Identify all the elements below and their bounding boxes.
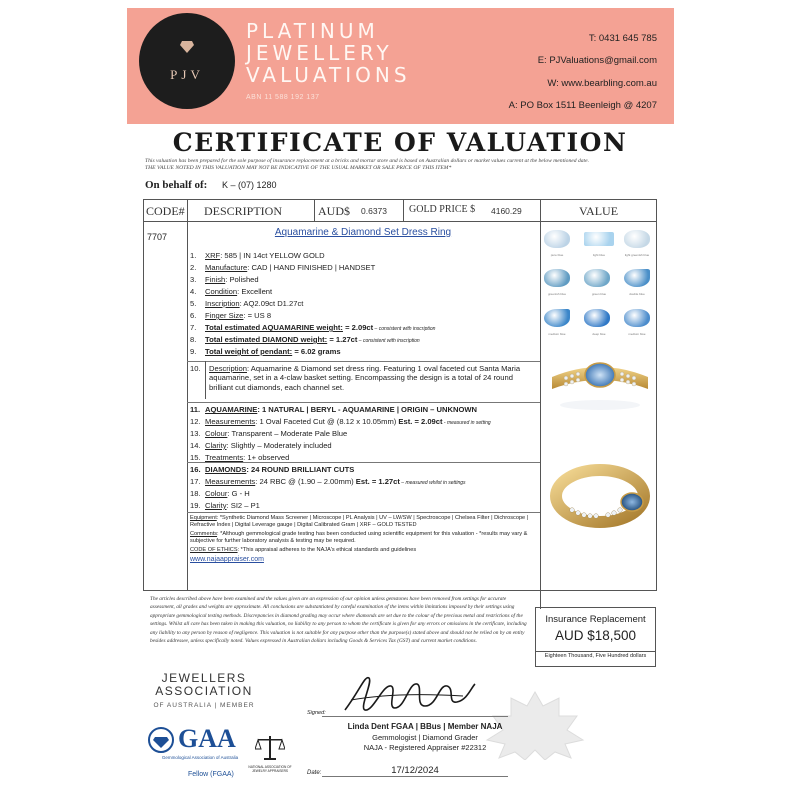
intro-line-2: THE VALUE NOTED IN THIS VALUATION MAY NOT BE INDICATIVE OF THE USUAL MARKET OR SALE PRICE OF THIS ITEM* [145, 165, 452, 171]
comments-note: Comments: *Although gemmological grade testing has been conducted using scientific equipment for this valuation - *results may vary & subjective for further laboratory analysis & testing may be required. [190, 531, 528, 544]
detail-row: 5. Inscription: AQ2.09ct D1.27ct [190, 299, 304, 308]
diamonds-row: 18. Colour: G - H [190, 489, 250, 498]
stone-label: deep blue [592, 332, 606, 336]
header-description: DESCRIPTION [204, 204, 283, 218]
ethics-note: CODE OF ETHICS: *This appraisal adheres to the NAJA's ethical standards and guidelines [190, 547, 417, 553]
stone-label: greenish blue [547, 292, 566, 296]
diamonds-measure: 17. Measurements: 24 RBC @ (1.90 – 2.00mm) Est. = 1.27ct – measured whilst in settings [190, 477, 466, 486]
header-gold-label: GOLD PRICE $ [409, 204, 476, 215]
contact-email: E: PJValuations@gmail.com [537, 55, 657, 66]
insurance-label: Insurance Replacement [545, 614, 646, 625]
date-label: Date: [307, 770, 322, 776]
jewellers-association-sub: OF AUSTRALIA | MEMBER [153, 702, 255, 709]
diamond-icon [180, 41, 194, 53]
stone-label: light blue [592, 253, 605, 257]
stone-label: medium blue [628, 332, 646, 336]
aquamarine-heading: 11. AQUAMARINE: 1 NATURAL | BERYL - AQUAMARINE | ORIGIN – UNKNOWN [190, 405, 477, 414]
signed-label: Signed: [307, 710, 326, 716]
aquamarine-section [187, 402, 540, 403]
brand-name: PLATINUM JEWELLERY VALUATIONS [246, 19, 411, 87]
certificate-date: 17/12/2024 [391, 765, 439, 776]
intro-line-1: This valuation has been prepared for the sole purpose of insurance replacement at a bricks and mortar store and is based on Australian dollars or market values current at the below mentioned date. [145, 158, 589, 164]
detail-row: 4. Condition: Excellent [190, 287, 273, 296]
insurance-divider [535, 651, 656, 652]
insurance-value: AUD $18,500 [554, 628, 637, 643]
stone-swatch [544, 230, 570, 248]
table-header-rule [143, 221, 657, 222]
insurance-value-words: Eighteen Thousand, Five Hundred dollars [544, 653, 647, 659]
stone-swatch [624, 269, 650, 287]
weight-row: 8. Total estimated DIAMOND weight: = 1.27ct – consistent with inscription [190, 335, 420, 344]
stone-swatch [584, 269, 610, 287]
stone-label: pure blue [550, 253, 564, 257]
description-number: 10. [190, 364, 201, 373]
ring-front-image [548, 347, 652, 417]
diamonds-row: 19. Clarity: SI2 – P1 [190, 501, 260, 510]
weight-row: 7. Total estimated AQUAMARINE weight: = 2.09ct – consistent with inscription [190, 323, 436, 332]
signature-line [322, 716, 508, 717]
stone-swatch [544, 269, 570, 287]
weight-row: 9. Total weight of pendant: = 6.02 grams [190, 347, 341, 356]
signature [335, 670, 485, 718]
grader-name: Linda Dent FGAA | BBus | Member NAJA [347, 722, 503, 731]
pjv-logo [139, 13, 235, 109]
naja-name: NATIONAL ASSOCIATION OF JEWELRY APPRAISERS [248, 765, 292, 773]
detail-row: 1. XRF: 585 | IN 14ct YELLOW GOLD [190, 251, 325, 260]
stone-label: medium blue [548, 332, 566, 336]
item-code: 7707 [147, 232, 168, 242]
certificate-title: CERTIFICATE OF VALUATION [172, 128, 628, 157]
gaa-logo: GAA [178, 724, 236, 753]
table-column-rule [403, 199, 404, 221]
contact-address: A: PO Box 1511 Beenleigh @ 4207 [508, 100, 657, 111]
diamonds-heading: 16. DIAMONDS: 24 ROUND BRILLIANT CUTS [190, 465, 355, 474]
header-aud-value: 0.6373 [361, 206, 387, 216]
item-title: Aquamarine & Diamond Set Dress Ring [274, 227, 452, 238]
aquamarine-row: 14. Clarity: Slightly – Moderately included [190, 441, 332, 450]
stone-label: green blue [591, 292, 607, 296]
description-text: Description: Aquamarine & Diamond set dress ring. Featuring 1 oval faceted cut Santa Maria aquamarine, set in a 4-claw basket setting. Encompassing the design is a total of 24 round brilliant cut diamonds, each channel set. [209, 364, 521, 392]
stone-label: light greenish blue [624, 253, 650, 257]
table-column-rule [314, 199, 315, 221]
contact-website: W: www.bearbling.com.au [547, 78, 657, 89]
header-code: CODE# [146, 204, 185, 218]
notes-section [187, 512, 540, 513]
gaa-gem-icon [148, 727, 174, 753]
aquamarine-row: 15. Treatments: 1+ observed [190, 453, 290, 462]
diamonds-section [187, 462, 540, 463]
gaa-name: Gemmological Association of Australia [161, 755, 239, 760]
grader-role: Gemmologist | Diamond Grader [372, 733, 478, 742]
abn-number: ABN 11 588 192 137 [246, 94, 320, 101]
detail-row: 6. Finger Size: = US 8 [190, 311, 272, 320]
ring-side-image [548, 452, 652, 532]
stone-label: double blue [629, 292, 645, 296]
aquamarine-colour-chart [541, 223, 656, 343]
aquamarine-row: 13. Colour: Transparent – Moderate Pale Blue [190, 429, 348, 438]
stone-swatch [584, 309, 610, 327]
stone-swatch [624, 230, 650, 248]
behalf-value: K – (07) 1280 [222, 180, 277, 190]
logo-text: PJV [170, 67, 204, 82]
equipment-note: Equipment: *Synthetic Diamond Mass Screener | Microscope | PL Analysis | UV – LW/SW | Spectroscope | Chelsea Filter | Dichroscope | Refractive Index | Digital Leverage gauge | Digital Calibrated Gram | XRF – GOLD TESTED [190, 515, 529, 528]
header-aud-label: AUD$ [318, 204, 350, 218]
naja-website-link[interactable]: www.najaappraiser.com [190, 556, 264, 563]
contact-phone: T: 0431 645 785 [588, 33, 657, 44]
detail-row: 2. Manufacture: CAD | HAND FINISHED | HANDSET [190, 263, 376, 272]
grader-registration: NAJA - Registered Appraiser #22312 [363, 743, 487, 752]
detail-row: 3. Finish: Polished [190, 275, 259, 284]
stone-swatch [544, 309, 570, 327]
stone-swatch [624, 309, 650, 327]
gaa-fellow: Fellow (FGAA) [188, 771, 234, 778]
stone-swatch [584, 232, 614, 246]
date-line [322, 776, 508, 777]
jewellers-association-logo: JEWELLERS ASSOCIATION [155, 671, 253, 698]
behalf-label: On behalf of: [145, 179, 208, 191]
aquamarine-measure: 12. Measurements: 1 Oval Faceted Cut @ (8.12 x 10.05mm) Est. = 2.09ct - measured in setting [190, 417, 491, 426]
scales-icon [255, 732, 285, 762]
disclaimer-text: The articles described above have been examined and the values given are an expression of our opinion unless gemstones have been removed from settings for accurate assessment, all grades and weights are approximate. All conclusions are substantiated by careful examination of the items within limitations imposed by their settings using appropriate gemmological testing methods. Discrepancies in diamond grading may occur where diamonds are set due to the colour of the precious metal and restrictions of the settings. Whilst all care has been taken in making this valuation, no liability to any person to whom the certificate is given for any errors or omissions in the certificate, including any liability to any person by reason of negligence. This valuation is not suitable for any purpose other than the purpose(s) stated above and should not be relied on by an entity besides addressee, unless specifically noted. Values expressed in Australian dollars including Goods & Services Tax (GST) and current market conditions. [150, 596, 527, 645]
header-value: VALUE [578, 204, 619, 218]
header-gold-value: 4160.29 [491, 206, 522, 216]
